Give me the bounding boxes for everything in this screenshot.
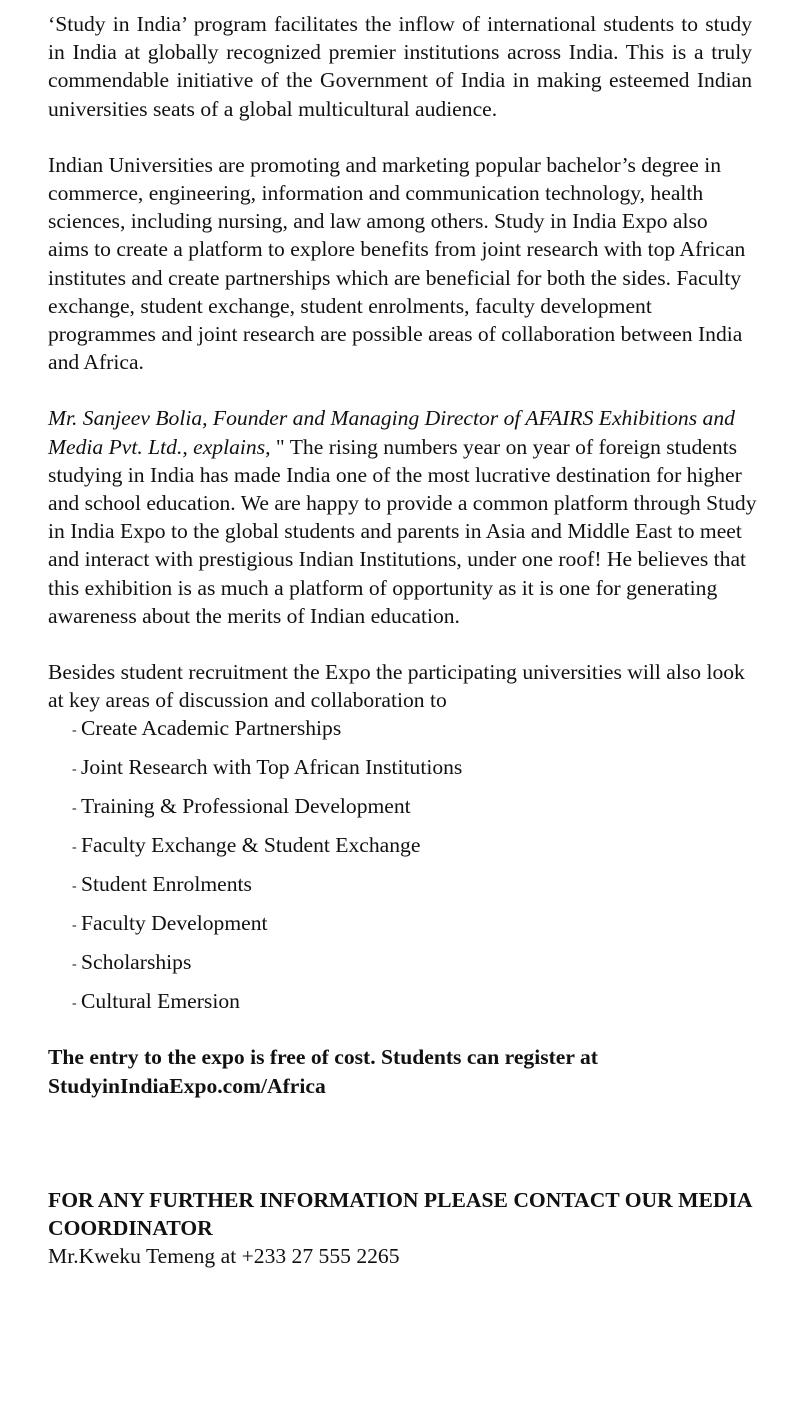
bullet-dash: - bbox=[72, 801, 77, 817]
list-item-label: Cultural Emersion bbox=[81, 989, 240, 1014]
list-item bbox=[72, 714, 760, 742]
list-item bbox=[72, 870, 760, 898]
contact-section bbox=[48, 1186, 760, 1271]
list-item-label: Training & Professional Development bbox=[81, 794, 411, 819]
list-item bbox=[72, 987, 760, 1015]
intro-paragraph: ‘Study in India’ program facilitates the inflow of international students to study in India at globally recognized premier institutions across India. This is a truly commendable initiative of the Government of India in making esteemed Indian universities seats of a global multicultural audience. bbox=[48, 12, 752, 121]
besides-paragraph: Besides student recruitment the Expo the participating universities will also look at key areas of discussion and collaboration to bbox=[48, 660, 745, 713]
contact-heading: FOR ANY FURTHER INFORMATION PLEASE CONTACT OUR MEDIA COORDINATOR bbox=[48, 1187, 752, 1241]
list-item-label: Scholarships bbox=[81, 950, 192, 975]
list-item-label: Faculty Exchange & Student Exchange bbox=[81, 833, 421, 858]
quote-text: " The rising numbers year on year of foreign students studying in India has made India one of the most lucrative destination for higher and school education. We are happy to provide a common platform through Study in India Expo to the global students and parents in Asia and Middle East to meet and interact with prestigious Indian Institutions, under one roof! He believes that this exhibition is as much a platform of opportunity as it is one for generating awareness about the merits of Indian education. bbox=[48, 434, 757, 628]
bullet-dash: - bbox=[72, 723, 77, 739]
list-item bbox=[72, 792, 760, 820]
media-coordinator: Mr.Kweku Temeng at +233 27 555 2265 bbox=[48, 1244, 400, 1269]
registration-link[interactable]: StudyinIndiaExpo.com/Africa bbox=[48, 1073, 326, 1098]
free-entry-notice bbox=[48, 1043, 760, 1099]
list-item-label: Faculty Development bbox=[81, 911, 268, 936]
bullet-dash: - bbox=[72, 762, 77, 778]
bullet-dash: - bbox=[72, 996, 77, 1012]
list-item bbox=[72, 948, 760, 976]
list-item bbox=[72, 753, 760, 781]
bullet-dash: - bbox=[72, 957, 77, 973]
list-item bbox=[72, 909, 760, 937]
bullet-dash: - bbox=[72, 879, 77, 895]
bullet-dash: - bbox=[72, 840, 77, 856]
free-entry-line: The entry to the expo is free of cost. Students can register at bbox=[48, 1045, 598, 1070]
universities-paragraph: Indian Universities are promoting and marketing popular bachelor’s degree in commerce, engineering, information and communication technology, health sciences, including nursing, and law among others. Study in India Expo also aims to create a platform to explore benefits from joint research with top African institutes and create partnerships which are beneficial for both the sides. Faculty exchange, student exchange, student enrolments, faculty development programmes and joint research are possible areas of collaboration between India and Africa. bbox=[48, 152, 746, 375]
list-item bbox=[72, 831, 760, 859]
collaboration-list bbox=[48, 714, 760, 1015]
bullet-dash: - bbox=[72, 918, 77, 934]
quote-paragraph bbox=[48, 404, 760, 630]
list-item-label: Create Academic Partnerships bbox=[81, 716, 342, 741]
list-item-label: Joint Research with Top African Institutions bbox=[81, 755, 463, 780]
list-item-label: Student Enrolments bbox=[81, 872, 252, 897]
quote-attribution: Mr. Sanjeev Bolia, Founder and Managing Director of AFAIRS Exhibitions and Media Pvt. Ltd., explains, bbox=[48, 406, 735, 459]
